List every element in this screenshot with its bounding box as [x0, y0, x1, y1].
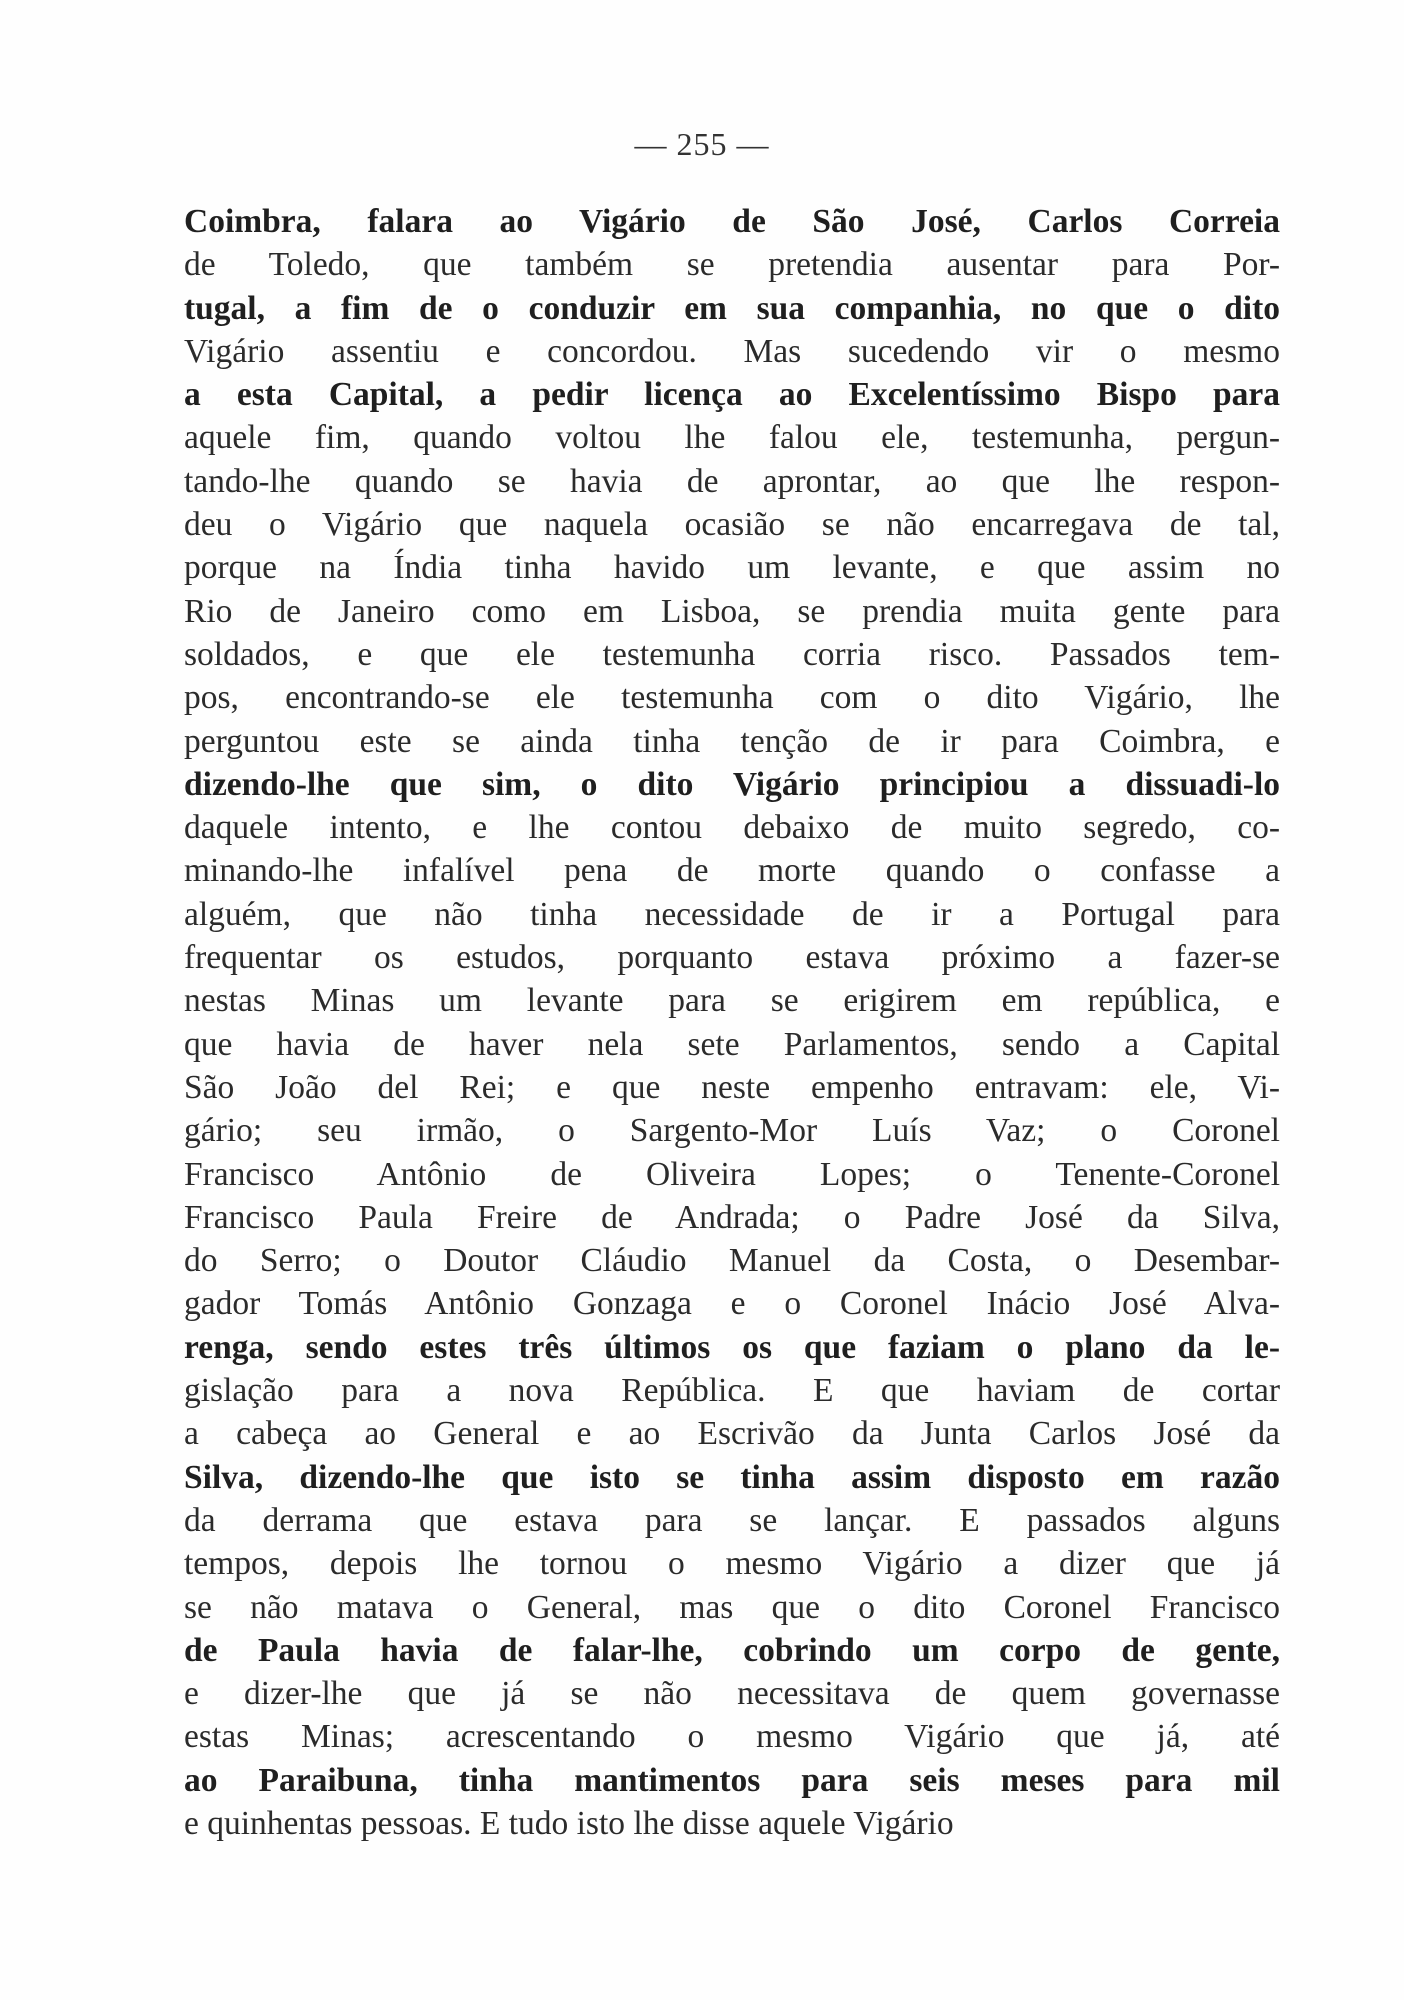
- text-line: [184, 1802, 1280, 1845]
- text-line: [184, 330, 1280, 373]
- text-line: [184, 1369, 1280, 1412]
- text-line: [184, 416, 1280, 459]
- text-line-content: a cabeça ao General e ao Escrivão da Junta Carlos José da: [184, 1415, 1280, 1453]
- text-line-content: e dizer-lhe que já se não necessitava de quem governasse: [184, 1675, 1280, 1713]
- text-line: [184, 979, 1280, 1022]
- text-line: [184, 893, 1280, 936]
- text-line: [184, 1499, 1280, 1542]
- text-line-content: tempos, depois lhe tornou o mesmo Vigário a dizer que já: [184, 1545, 1280, 1583]
- text-line: [184, 1023, 1280, 1066]
- text-line: [184, 1282, 1280, 1325]
- text-line-content: soldados, e que ele testemunha corria risco. Passados tem-: [184, 635, 1280, 673]
- text-line: [184, 936, 1280, 979]
- text-line: [184, 1239, 1280, 1282]
- text-line-content: da derrama que estava para se lançar. E passados alguns: [184, 1501, 1280, 1539]
- text-line-content: Coimbra, falara ao Vigário de São José, Carlos Correia: [184, 203, 1280, 240]
- text-line: [184, 676, 1280, 719]
- text-line: [184, 503, 1280, 546]
- text-line-content: pos, encontrando-se ele testemunha com o dito Vigário, lhe: [184, 679, 1280, 717]
- text-line-content: tugal, a fim de o conduzir em sua companhia, no que o dito: [184, 289, 1280, 327]
- text-line: [184, 806, 1280, 849]
- text-line-content: de Paula havia de falar-lhe, cobrindo um corpo de gente,: [184, 1631, 1280, 1669]
- text-line: [184, 1066, 1280, 1109]
- text-line: [184, 763, 1280, 806]
- text-line-content: gário; seu irmão, o Sargento-Mor Luís Vaz; o Coronel: [184, 1112, 1280, 1150]
- text-line: [184, 373, 1280, 416]
- text-line-content: Silva, dizendo-lhe que isto se tinha assim disposto em razão: [184, 1458, 1280, 1496]
- text-line: [184, 1153, 1280, 1196]
- text-line-content: perguntou este se ainda tinha tenção de ir para Coimbra, e: [184, 722, 1280, 760]
- text-line-content: gislação para a nova República. E que haviam de cortar: [184, 1372, 1280, 1410]
- text-line: [184, 200, 1280, 243]
- text-line-content: ao Paraibuna, tinha mantimentos para seis meses para mil: [184, 1761, 1280, 1799]
- page-number: — 255 —: [634, 126, 770, 162]
- text-line: [184, 1672, 1280, 1715]
- text-line-content: frequentar os estudos, porquanto estava próximo a fazer-se: [184, 939, 1280, 977]
- text-line-content: Francisco Antônio de Oliveira Lopes; o Tenente-Coronel: [184, 1155, 1280, 1193]
- text-line: [184, 1196, 1280, 1239]
- text-line-content: deu o Vigário que naquela ocasião se não encarregava de tal,: [184, 506, 1280, 544]
- text-line: [184, 1456, 1280, 1499]
- text-line-content: aquele fim, quando voltou lhe falou ele, testemunha, pergun-: [184, 419, 1280, 457]
- text-line: [184, 1326, 1280, 1369]
- text-line-content: a esta Capital, a pedir licença ao Excelentíssimo Bispo para: [184, 376, 1280, 414]
- text-line-content: que havia de haver nela sete Parlamentos, sendo a Capital: [184, 1025, 1280, 1063]
- text-line-content: do Serro; o Doutor Cláudio Manuel da Costa, o Desembar-: [184, 1242, 1280, 1280]
- text-line: [184, 1109, 1280, 1152]
- text-line: [184, 1629, 1280, 1672]
- text-line-content: São João del Rei; e que neste empenho entravam: ele, Vi-: [184, 1068, 1280, 1106]
- text-line-content: nestas Minas um levante para se erigirem em república, e: [184, 982, 1280, 1020]
- text-line-content: Francisco Paula Freire de Andrada; o Padre José da Silva,: [184, 1198, 1280, 1236]
- text-line-content: Rio de Janeiro como em Lisboa, se prendia muita gente para: [184, 592, 1280, 630]
- text-line: [184, 1759, 1280, 1802]
- text-line: [184, 590, 1280, 633]
- text-line: [184, 460, 1280, 503]
- text-line: [184, 1715, 1280, 1758]
- text-line-content: renga, sendo estes três últimos os que faziam o plano da le-: [184, 1328, 1280, 1366]
- text-line-content: gador Tomás Antônio Gonzaga e o Coronel Inácio José Alva-: [184, 1285, 1280, 1323]
- text-line-content: estas Minas; acrescentando o mesmo Vigário que já, até: [184, 1718, 1280, 1756]
- text-line-content: e quinhentas pessoas. E tudo isto lhe disse aquele Vigário: [184, 1804, 954, 1842]
- text-line: [184, 243, 1280, 286]
- body-paragraph: [184, 200, 1280, 1845]
- text-line: [184, 287, 1280, 330]
- text-line-content: alguém, que não tinha necessidade de ir a Portugal para: [184, 895, 1280, 933]
- text-line-content: tando-lhe quando se havia de aprontar, ao que lhe respon-: [184, 462, 1280, 500]
- text-line: [184, 1586, 1280, 1629]
- text-line-content: Vigário assentiu e concordou. Mas sucedendo vir o mesmo: [184, 332, 1280, 370]
- text-line-content: se não matava o General, mas que o dito Coronel Francisco: [184, 1588, 1280, 1626]
- text-line: [184, 1412, 1280, 1455]
- text-line: [184, 1542, 1280, 1585]
- text-line: [184, 546, 1280, 589]
- text-line: [184, 720, 1280, 763]
- text-line: [184, 633, 1280, 676]
- text-line-content: minando-lhe infalível pena de morte quando o confasse a: [184, 852, 1280, 890]
- text-line: [184, 849, 1280, 892]
- text-line-content: de Toledo, que também se pretendia ausentar para Por-: [184, 246, 1280, 284]
- text-line-content: dizendo-lhe que sim, o dito Vigário principiou a dissuadi-lo: [184, 765, 1280, 803]
- text-line-content: daquele intento, e lhe contou debaixo de muito segredo, co-: [184, 809, 1280, 847]
- text-line-content: porque na Índia tinha havido um levante, e que assim no: [184, 549, 1280, 587]
